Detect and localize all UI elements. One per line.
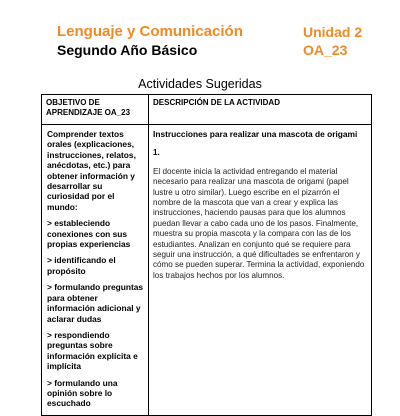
unit-label: Unidad 2 [303, 24, 363, 40]
activity-description: El docente inicia la actividad entregando el material necesario para realizar una mascota de origami (papel lustre u otro similar). Luego escribe en el pizarrón el nombre de la mascota que van a crear y explica las instrucciones, haciendo pausas para que los alumnos puedan llevar a cabo cada uno de los pasos. Finalmente, muestra su propia mascota y la compara con las de los estudiantes. Analizan en conjunto qué se requiere para seguir una instrucción, a qué dificultades se enfrentaron y cómo se pueden superar. Termina la actividad, exponiendo los trabajos hechos por los alumnos. [153, 166, 365, 280]
activity-number: 1. [153, 148, 160, 158]
activity-title: Instrucciones para realizar una mascota de origami [153, 129, 358, 139]
grade-title: Segundo Año Básico [57, 42, 198, 58]
objective-main-text: Comprender textos orales (explicaciones, instrucciones, relatos, anécdotas, etc.) para obtener información y desarrollar su curiosidad por el mundo: [47, 129, 136, 212]
document-header-right [303, 23, 362, 59]
table-header-row [42, 95, 372, 125]
section-title: Actividades Sugeridas [138, 77, 262, 91]
objective-item: > respondiendo preguntas sobre información explícita e implícita [47, 329, 138, 372]
objective-column-header: OBJETIVO DE APRENDIZAJE OA_23 [42, 95, 149, 125]
table-row [42, 125, 372, 416]
document-header-left [57, 23, 243, 59]
subject-title: Lenguaje y Comunicación [57, 23, 243, 40]
objective-cell [42, 125, 149, 416]
objective-item: > formulando una opinión sobre lo escuchado [47, 377, 118, 409]
activity-cell [149, 125, 372, 416]
objective-item: > identificando el propósito [47, 255, 116, 276]
objective-code: OA_23 [303, 42, 348, 58]
activity-column-header: DESCRIPCIÓN DE LA ACTIVIDAD [149, 95, 372, 125]
activities-table [41, 94, 372, 416]
objective-item: > estableciendo conexiones con sus propias experiencias [47, 218, 131, 250]
objective-item: > formulando preguntas para obtener información adicional y aclarar dudas [47, 282, 144, 324]
